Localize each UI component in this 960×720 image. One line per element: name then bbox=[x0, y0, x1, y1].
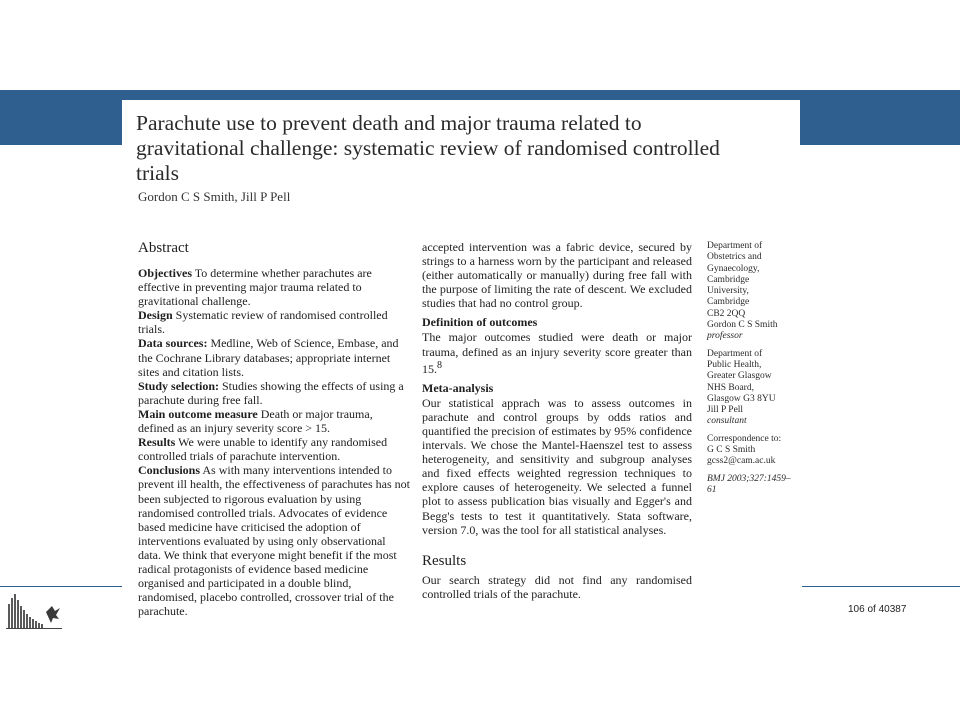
affiliation-smith: Department of Obstetrics and Gynaecology, Cambridge University, Cambridge CB2 2QQ Gordon C S Smith professor bbox=[707, 241, 778, 342]
reference-marker: 8 bbox=[437, 359, 442, 371]
results-heading: Results bbox=[422, 552, 467, 569]
abstract-column bbox=[138, 238, 410, 618]
abstract-objectives: Objectives To determine whether parachutes are effective in preventing major trauma related to gravitational challenge. bbox=[138, 266, 372, 309]
meta-analysis-heading: Meta-analysis bbox=[422, 380, 494, 395]
correspondence-email: gcss2@cam.ac.uk bbox=[707, 456, 776, 467]
abstract-main-outcome: Main outcome measure Death or major trauma, defined as an injury severity score > 15. bbox=[138, 406, 373, 436]
abstract-study-selection: Study selection: Studies showing the effects of using a parachute during free fall. bbox=[138, 378, 404, 407]
footer-rule-right bbox=[802, 586, 960, 587]
footer-rule-left bbox=[0, 586, 122, 587]
definition-paragraph: The major outcomes studied were death or major trauma, defined as an injury severity score greater than 15.$^8$ bbox=[422, 330, 692, 376]
affiliation-pell: Department of Public Health, Greater Glasgow NHS Board, Glasgow G3 8YU Jill P Pell consultant bbox=[707, 348, 776, 427]
journal-citation: BMJ 2003;327:1459–61 bbox=[707, 473, 791, 495]
abstract-conclusions: Conclusions As with many interventions intended to prevent ill health, the effectiveness of parachutes has not been subjected to rigorous evaluation by using randomised controlled trials. Advocates of evidence based medicine have criticised the adoption of interventions evaluated by using only observational data. We think that everyone might benefit if the most radical protagonists of evidence based medicine organised and participated in a double blind, randomised, placebo controlled, crossover trial of the parachute. bbox=[138, 463, 411, 619]
slide-logo-icon bbox=[6, 590, 62, 630]
methods-intro-text: accepted intervention was a fabric device, secured by strings to a harness worn by the participant and released (either automatically or manually) during free fall with the purpose of limiting the rate of descent. We excluded studies that had no control group. bbox=[422, 240, 692, 311]
paper-title: Parachute use to prevent death and major trauma related to gravitational challenge: systematic review of randomised controlled trials bbox=[136, 111, 720, 185]
page-counter: 106 of 40387 bbox=[848, 604, 907, 615]
correspondence: Correspondence to: G C S Smith gcss2@cam.ac.uk bbox=[707, 434, 799, 468]
abstract-heading: Abstract bbox=[138, 240, 189, 256]
paper-excerpt bbox=[122, 100, 800, 625]
affiliations-column bbox=[707, 241, 799, 496]
abstract-data-sources: Data sources: Medline, Web of Science, Embase, and the Cochrane Library databases; appropriate internet sites and citation lists. bbox=[138, 336, 399, 379]
methods-column bbox=[422, 240, 692, 601]
results-text: Our search strategy did not find any randomised controlled trials of the parachute. bbox=[422, 572, 692, 601]
definition-heading: Definition of outcomes bbox=[422, 315, 538, 330]
meta-analysis-text: Our statistical apprach was to assess outcomes in parachute and control groups by odds ratios and quantified the precision of estimates by 95% confidence intervals. We chose the Mantel-Haenszel test to assess heterogeneity, and sensitivity and subgroup analyses and fixed effects weighted regression techniques to explore causes of heterogeneity. We selected a funnel plot to assess publication bias visually and Egger's and Begg's tests to test it quantitatively. Stata software, version 7.0, was the tool for all statistical analyses. bbox=[422, 395, 692, 537]
abstract-design: Design Systematic review of randomised controlled trials. bbox=[138, 308, 388, 337]
abstract-results: Results We were unable to identify any randomised controlled trials of parachute intervention. bbox=[138, 435, 388, 464]
paper-authors: Gordon C S Smith, Jill P Pell bbox=[138, 189, 291, 204]
